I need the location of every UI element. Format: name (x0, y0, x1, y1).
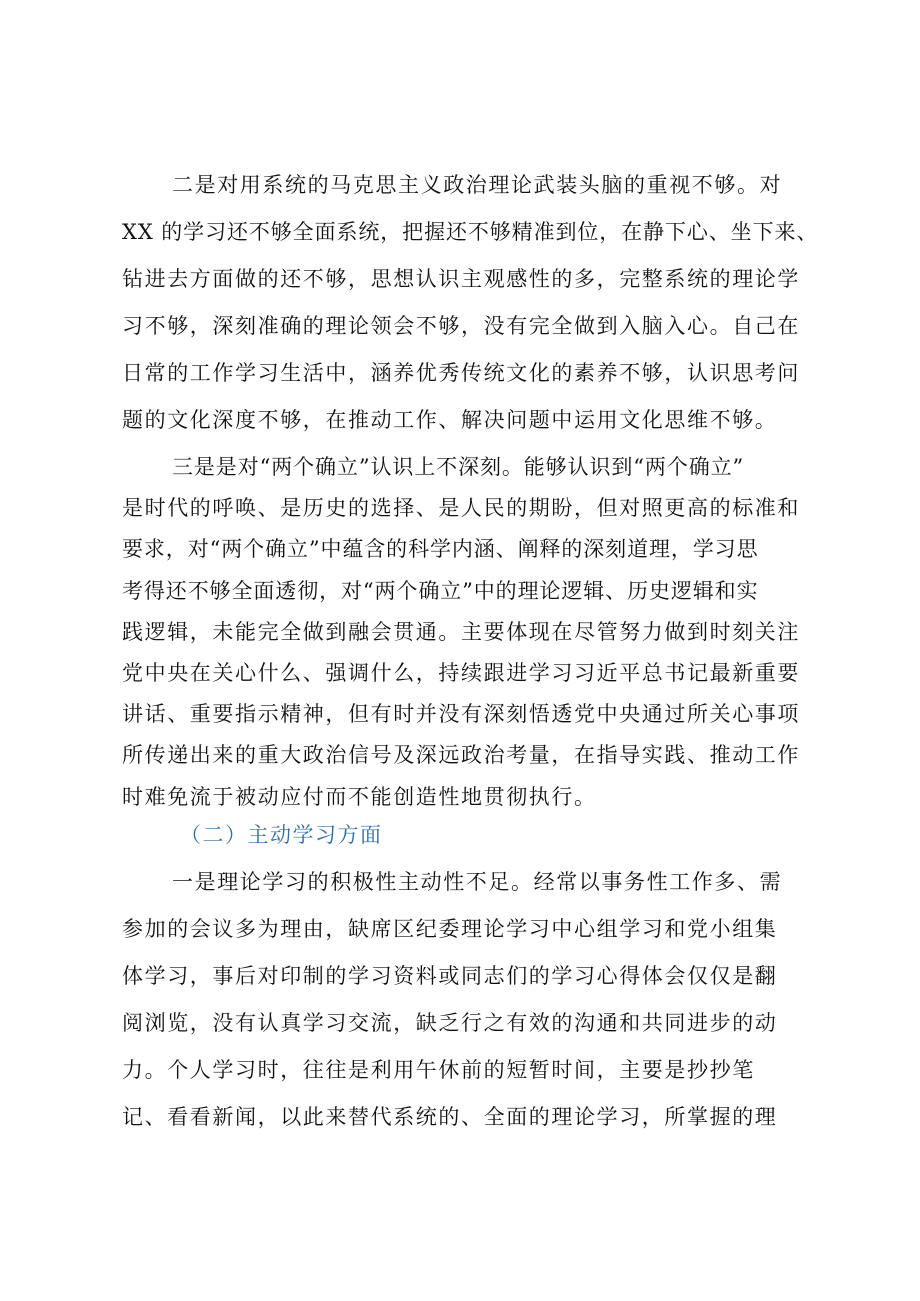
paragraph-line: 是时代的呼唤、是历史的选择、是人民的期盼，但对照更高的标准和 (122, 496, 800, 520)
paragraph-line: 三是是对“两个确立”认识上不深刻。能够认识到“两个确立” (172, 455, 745, 479)
paragraph-line: 党中央在关心什么、强调什么，持续跟进学习习近平总书记最新重要 (122, 661, 800, 685)
paragraph-line: 考得还不够全面透彻，对“两个确立”中的理论逻辑、历史逻辑和实 (122, 579, 759, 603)
paragraph-line: 所传递出来的重大政治信号及深远政治考量，在指导实践、推动工作 (122, 743, 800, 767)
paragraph-line: 参加的会议多为理由，缺席区纪委理论学习中心组学习和党小组集 (122, 917, 778, 941)
paragraph-line: 题的文化深度不够，在推动工作、解决问题中运用文化思维不够。 (122, 408, 778, 432)
paragraph-line: 记、看看新闻，以此来替代系统的、全面的理论学习，所掌握的理 (122, 1105, 778, 1129)
paragraph-line: 要求，对“两个确立”中蕴含的科学内涵、阐释的深刻道理，学习思 (122, 537, 759, 561)
paragraph-line: 钻进去方面做的还不够，思想认识主观感性的多，完整系统的理论学 (122, 267, 800, 291)
paragraph-line: XX 的学习还不够全面系统，把握还不够精准到位，在静下心、坐下来、 (122, 220, 819, 244)
paragraph-line: 二是对用系统的马克思主义政治理论武装头脑的重视不够。对 (172, 173, 783, 197)
paragraph-line: 讲话、重要指示精神，但有时并没有深刻悟透党中央通过所关心事项 (122, 702, 800, 726)
paragraph-line: 体学习，事后对印制的学习资料或同志们的学习心得体会仅仅是翻 (122, 964, 778, 988)
paragraph-line: 力。个人学习时，往往是利用午休前的短暂时间，主要是抄抄笔 (122, 1058, 755, 1082)
paragraph-line: 一是理论学习的积极性主动性不足。经常以事务性工作多、需 (172, 870, 783, 894)
paragraph-line: 时难免流于被动应付而不能创造性地贯彻执行。 (122, 785, 597, 809)
paragraph-line: 践逻辑，未能完全做到融会贯通。主要体现在尽管努力做到时刻关注 (122, 620, 800, 644)
paragraph-line: 阅浏览，没有认真学习交流，缺乏行之有效的沟通和共同进步的动 (122, 1011, 778, 1035)
section-heading: （二）主动学习方面 (180, 823, 383, 847)
paragraph-line: 习不够，深刻准确的理论领会不够，没有完全做到入脑入心。自己在 (122, 314, 800, 338)
paragraph-line: 日常的工作学习生活中，涵养优秀传统文化的素养不够，认识思考问 (122, 361, 800, 385)
